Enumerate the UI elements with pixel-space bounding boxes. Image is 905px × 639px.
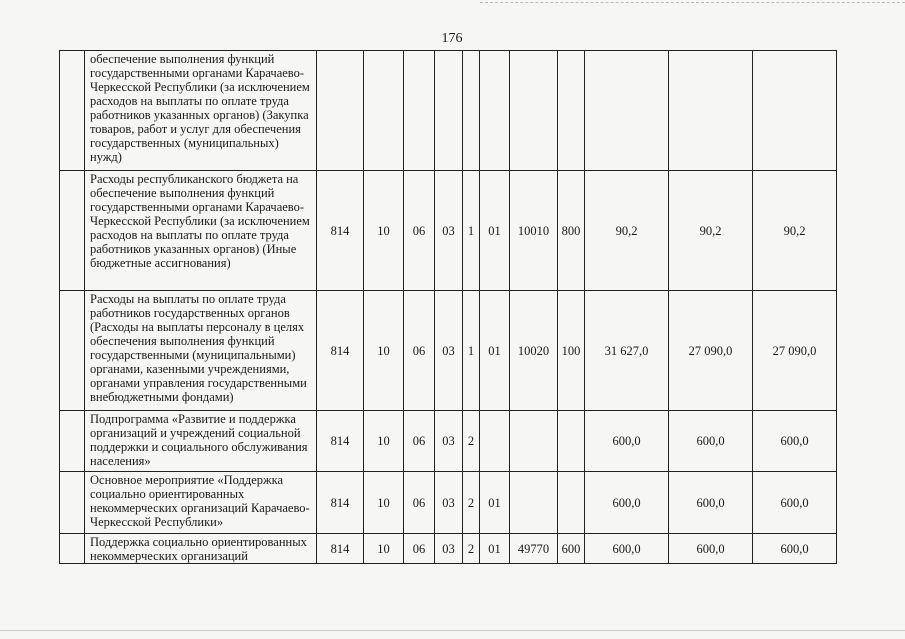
row-name: Расходы республиканского бюджета на обеспечение выполнения функций государственными органами Карачаево-Черкесской Республики (за исключением расходов на выплаты по оплате труда работников указанных органов) (Иные бюджетные ассигнования) [85,171,317,291]
code-expense-type [558,472,585,534]
code-event: 01 [480,534,510,564]
code-direction [510,472,558,534]
table-row [60,171,837,291]
code-subsection: 06 [404,534,435,564]
amount-year-2: 600,0 [669,472,753,534]
amount-year-3: 600,0 [753,411,837,472]
code-direction: 49770 [510,534,558,564]
amount-year-2: 27 090,0 [669,291,753,411]
code-subsection: 06 [404,411,435,472]
code-program [435,51,463,171]
code-admin: 814 [317,534,364,564]
table-row [60,51,837,171]
code-event: 01 [480,291,510,411]
row-name: обеспечение выполнения функций государственными органами Карачаево-Черкесской Республики (за исключением расходов на выплаты по оплате труда работников указанных органов) (Закупка товаров, работ и услуг для обеспечения государственных (муниципальных) нужд) [85,51,317,171]
code-admin: 814 [317,411,364,472]
page-number: 176 [441,31,463,46]
code-event [480,51,510,171]
row-name: Поддержка социально ориентированных некоммерческих организаций [85,534,317,564]
code-direction [510,411,558,472]
code-program: 03 [435,472,463,534]
row-lead-cell [60,472,85,534]
amount-year-3: 27 090,0 [753,291,837,411]
row-lead-cell [60,51,85,171]
row-name: Расходы на выплаты по оплате труда работников государственных органов (Расходы на выплаты персоналу в целях обеспечения выполнения функций государственными (муниципальными) органами, казенными учреждениями, органами управления государственными внебюджетными фондами) [85,291,317,411]
code-subsection [404,51,435,171]
code-section: 10 [364,171,404,291]
code-subprogram: 2 [463,472,480,534]
code-subsection: 06 [404,291,435,411]
table-row [60,411,837,472]
amount-year-2: 90,2 [669,171,753,291]
row-lead-cell [60,411,85,472]
scan-edge-top [480,2,905,3]
code-expense-type: 600 [558,534,585,564]
amount-year-3: 600,0 [753,472,837,534]
table-row [60,291,837,411]
code-direction [510,51,558,171]
code-program: 03 [435,534,463,564]
code-subprogram: 1 [463,291,480,411]
code-subprogram: 2 [463,411,480,472]
code-direction: 10010 [510,171,558,291]
row-lead-cell [60,291,85,411]
code-expense-type: 100 [558,291,585,411]
amount-year-2 [669,51,753,171]
amount-year-2: 600,0 [669,411,753,472]
row-name: Подпрограмма «Развитие и поддержка организаций и учреждений социальной поддержки и социального обслуживания населения» [85,411,317,472]
row-lead-cell [60,171,85,291]
code-section: 10 [364,291,404,411]
amount-year-2: 600,0 [669,534,753,564]
row-name: Основное мероприятие «Поддержка социально ориентированных некоммерческих организаций Карачаево-Черкесской Республики» [85,472,317,534]
code-section: 10 [364,534,404,564]
code-admin [317,51,364,171]
amount-year-1 [585,51,669,171]
code-subsection: 06 [404,472,435,534]
amount-year-3: 90,2 [753,171,837,291]
code-subprogram: 1 [463,171,480,291]
amount-year-1: 600,0 [585,411,669,472]
amount-year-1: 90,2 [585,171,669,291]
code-section: 10 [364,411,404,472]
code-admin: 814 [317,472,364,534]
code-expense-type [558,51,585,171]
amount-year-1: 600,0 [585,534,669,564]
code-event: 01 [480,171,510,291]
code-program: 03 [435,411,463,472]
code-section: 10 [364,472,404,534]
code-section [364,51,404,171]
row-lead-cell [60,534,85,564]
code-expense-type [558,411,585,472]
budget-table [59,50,837,564]
scan-edge-bottom [0,630,905,631]
code-admin: 814 [317,291,364,411]
code-admin: 814 [317,171,364,291]
amount-year-3 [753,51,837,171]
code-subsection: 06 [404,171,435,291]
amount-year-3: 600,0 [753,534,837,564]
code-expense-type: 800 [558,171,585,291]
table-row [60,472,837,534]
amount-year-1: 600,0 [585,472,669,534]
code-event [480,411,510,472]
code-direction: 10020 [510,291,558,411]
table-row [60,534,837,564]
amount-year-1: 31 627,0 [585,291,669,411]
code-event: 01 [480,472,510,534]
code-subprogram [463,51,480,171]
code-program: 03 [435,291,463,411]
code-subprogram: 2 [463,534,480,564]
code-program: 03 [435,171,463,291]
